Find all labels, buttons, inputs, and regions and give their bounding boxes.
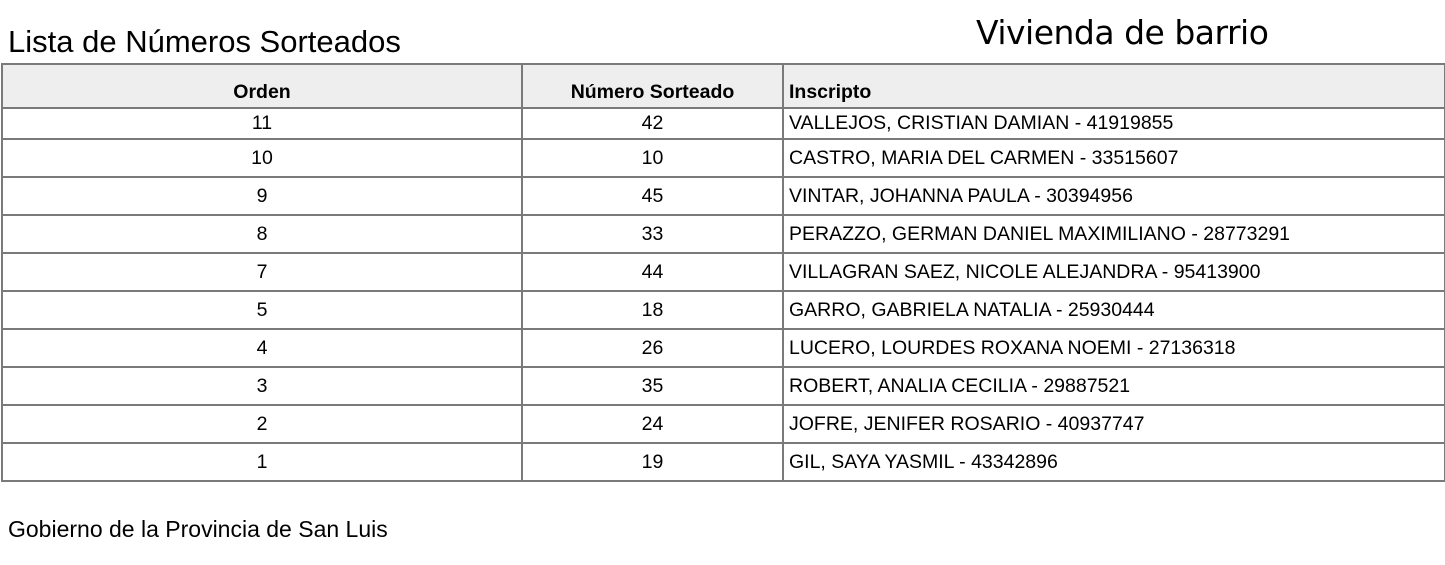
column-header-inscripto: Inscripto <box>783 64 1445 108</box>
cell-orden: 9 <box>2 177 522 215</box>
cell-inscripto: JOFRE, JENIFER ROSARIO - 40937747 <box>783 405 1445 443</box>
cell-numero-sorteado: 26 <box>522 329 783 367</box>
column-header-numero-sorteado: Número Sorteado <box>522 64 783 108</box>
cell-inscripto: CASTRO, MARIA DEL CARMEN - 33515607 <box>783 139 1445 177</box>
table-row <box>2 291 1445 329</box>
cell-orden: 11 <box>2 108 522 139</box>
cell-inscripto: ROBERT, ANALIA CECILIA - 29887521 <box>783 367 1445 405</box>
header-row <box>2 64 1445 108</box>
cell-inscripto: PERAZZO, GERMAN DANIEL MAXIMILIANO - 28773291 <box>783 215 1445 253</box>
cell-numero-sorteado: 18 <box>522 291 783 329</box>
table-header <box>2 64 1445 108</box>
cell-inscripto: GIL, SAYA YASMIL - 43342896 <box>783 443 1445 481</box>
table-row <box>2 215 1445 253</box>
cell-numero-sorteado: 35 <box>522 367 783 405</box>
table-row <box>2 139 1445 177</box>
table-body <box>2 108 1445 481</box>
cell-inscripto: GARRO, GABRIELA NATALIA - 25930444 <box>783 291 1445 329</box>
cell-orden: 4 <box>2 329 522 367</box>
cell-orden: 10 <box>2 139 522 177</box>
table-row <box>2 177 1445 215</box>
footer-text: Gobierno de la Provincia de San Luis <box>8 516 388 542</box>
results-table-container <box>1 63 1444 482</box>
table-row <box>2 443 1445 481</box>
cell-numero-sorteado: 42 <box>522 108 783 139</box>
page-title: Lista de Números Sorteados <box>8 24 401 59</box>
cell-inscripto: LUCERO, LOURDES ROXANA NOEMI - 27136318 <box>783 329 1445 367</box>
cell-orden: 5 <box>2 291 522 329</box>
table-row <box>2 329 1445 367</box>
page-subtitle: Vivienda de barrio <box>976 13 1269 52</box>
cell-numero-sorteado: 24 <box>522 405 783 443</box>
cell-orden: 7 <box>2 253 522 291</box>
table-row <box>2 405 1445 443</box>
cell-numero-sorteado: 33 <box>522 215 783 253</box>
cell-orden: 1 <box>2 443 522 481</box>
cell-orden: 8 <box>2 215 522 253</box>
table-row <box>2 108 1445 139</box>
cell-orden: 3 <box>2 367 522 405</box>
column-header-orden: Orden <box>2 64 522 108</box>
cell-numero-sorteado: 19 <box>522 443 783 481</box>
results-table <box>1 63 1445 482</box>
cell-orden: 2 <box>2 405 522 443</box>
cell-inscripto: VALLEJOS, CRISTIAN DAMIAN - 41919855 <box>783 108 1445 139</box>
cell-numero-sorteado: 44 <box>522 253 783 291</box>
cell-numero-sorteado: 45 <box>522 177 783 215</box>
cell-numero-sorteado: 10 <box>522 139 783 177</box>
table-row <box>2 253 1445 291</box>
cell-inscripto: VINTAR, JOHANNA PAULA - 30394956 <box>783 177 1445 215</box>
cell-inscripto: VILLAGRAN SAEZ, NICOLE ALEJANDRA - 95413900 <box>783 253 1445 291</box>
table-row <box>2 367 1445 405</box>
